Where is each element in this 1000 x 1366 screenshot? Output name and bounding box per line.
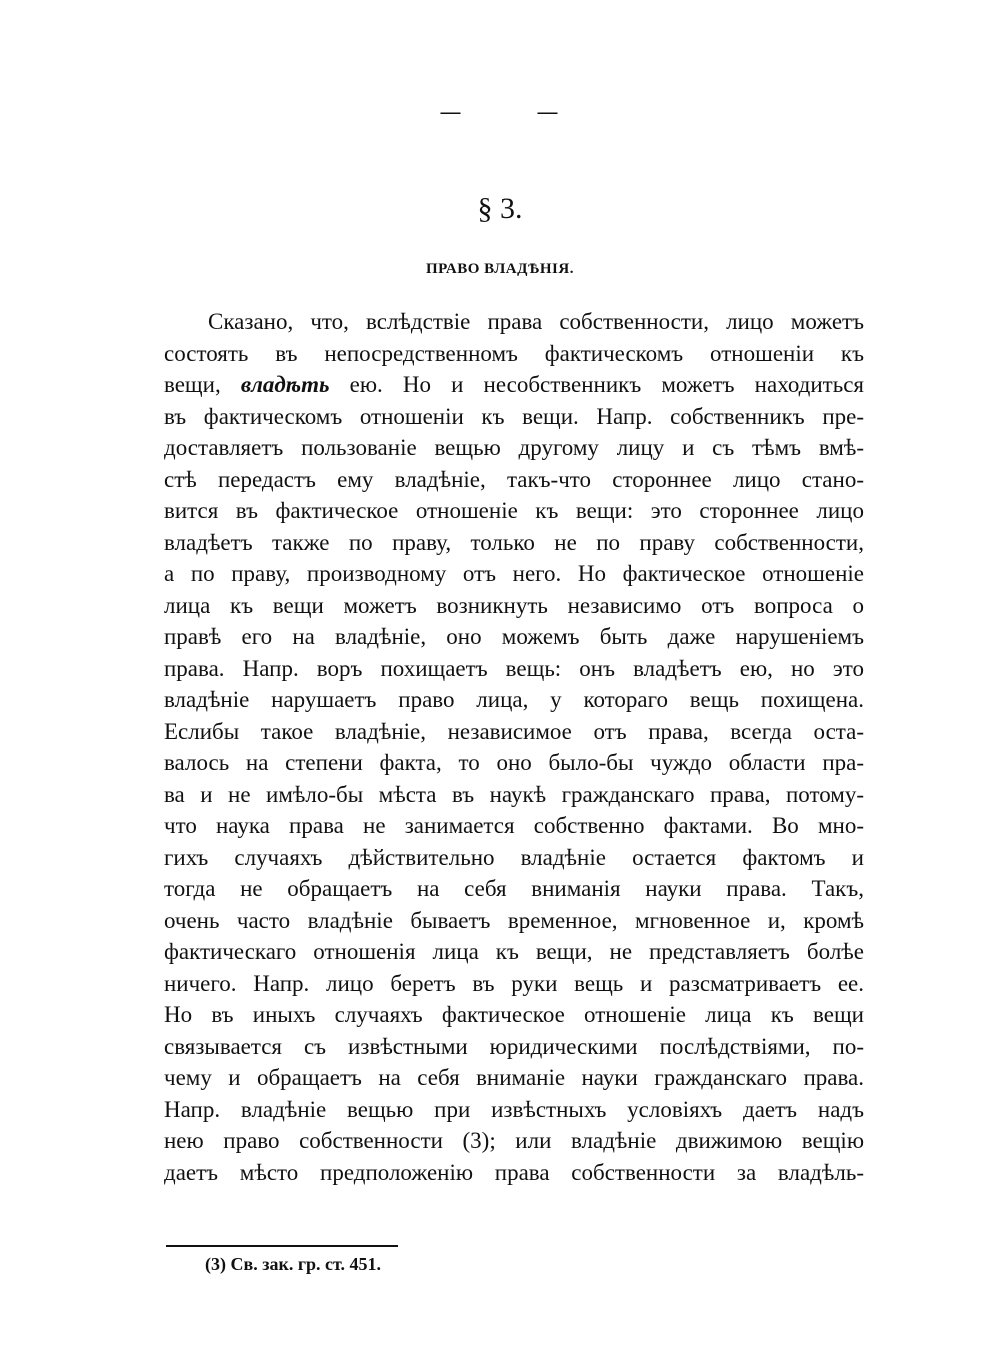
text-line: ничего. Напр. лицо беретъ въ руки вещь и разсматриваетъ ее.: [164, 970, 864, 996]
body-text: [164, 306, 864, 1188]
text-line: лица къ вещи можетъ возникнуть независимо отъ вопроса о: [164, 592, 864, 618]
text-fragment: вещи,: [164, 372, 221, 397]
text-line: доставляетъ пользованіе вещью другому лицу и съ тѣмъ вмѣ-: [164, 435, 864, 460]
text-line: Еслибы такое владѣніе, независимое отъ права, всегда оста-: [164, 718, 864, 744]
text-line: что наука права не занимается собственно фактами. Во мно-: [164, 813, 864, 838]
page-header-marks: [0, 100, 1000, 125]
text-line: ва и не имѣло-бы мѣста въ наукѣ гражданскаго права, потому-: [164, 781, 864, 807]
text-fragment: ею. Но и несобственникъ можетъ находиться: [349, 372, 864, 397]
text-line: состоять въ непосредственномъ фактическомъ отношеніи къ: [164, 340, 864, 366]
text-line: правѣ его на владѣніе, оно можемъ быть даже нарушеніемъ: [164, 624, 864, 649]
footnote: (3) Св. зак. гр. ст. 451.: [205, 1254, 381, 1274]
text-line: [164, 369, 864, 401]
text-line: вится въ фактическое отношеніе къ вещи: это стороннее лицо: [164, 498, 864, 523]
text-line: права. Напр. воръ похищаетъ вещь: онъ владѣетъ ею, но это: [164, 655, 864, 681]
text-line: Напр. владѣніе вещью при извѣстныхъ условіяхъ даетъ надъ: [164, 1096, 864, 1122]
text-line: владѣетъ также по праву, только не по праву собственности,: [164, 529, 864, 555]
text-line: стѣ передастъ ему владѣніе, такъ-что стороннее лицо стано-: [164, 466, 864, 492]
text-line: фактическаго отношенія лица къ вещи, не представляетъ болѣе: [164, 939, 864, 964]
text-line: тогда не обращаетъ на себя вниманія науки права. Такъ,: [164, 876, 864, 901]
section-title: ПРАВО ВЛАДѢНІЯ.: [426, 261, 574, 277]
text-line: связывается съ извѣстными юридическими послѣдствіями, по-: [164, 1033, 864, 1059]
text-line: Но въ иныхъ случаяхъ фактическое отношеніе лица къ вещи: [164, 1002, 864, 1027]
text-line: гихъ случаяхъ дѣйствительно владѣніе остается фактомъ и: [164, 844, 864, 870]
footnote-divider: [166, 1245, 398, 1247]
header-dash-left: —: [439, 100, 464, 125]
text-line: а по праву, производному отъ него. Но фактическое отношеніе: [164, 561, 864, 586]
text-line: чему и обращаетъ на себя вниманіе науки гражданскаго права.: [164, 1065, 864, 1090]
text-line: нею право собственности (3); или владѣніе движимою вещію: [164, 1128, 864, 1153]
text-line: Сказано, что, вслѣдствіе права собственности, лицо можетъ: [208, 309, 864, 334]
text-line: даетъ мѣсто предположенію права собственности за владѣль-: [164, 1159, 864, 1185]
text-line: въ фактическомъ отношеніи къ вещи. Напр. собственникъ пре-: [164, 403, 864, 429]
header-dash-right: —: [536, 100, 561, 125]
text-line: владѣніе нарушаетъ право лица, у котораго вещь похищена.: [164, 687, 864, 712]
text-line: валось на степени факта, то оно было-бы чуждо области пра-: [164, 750, 864, 775]
emphasized-word: владѣть: [240, 372, 330, 397]
text-line: очень часто владѣніе бываетъ временное, мгновенное и, кромѣ: [164, 907, 864, 933]
section-number: § 3.: [477, 192, 523, 225]
